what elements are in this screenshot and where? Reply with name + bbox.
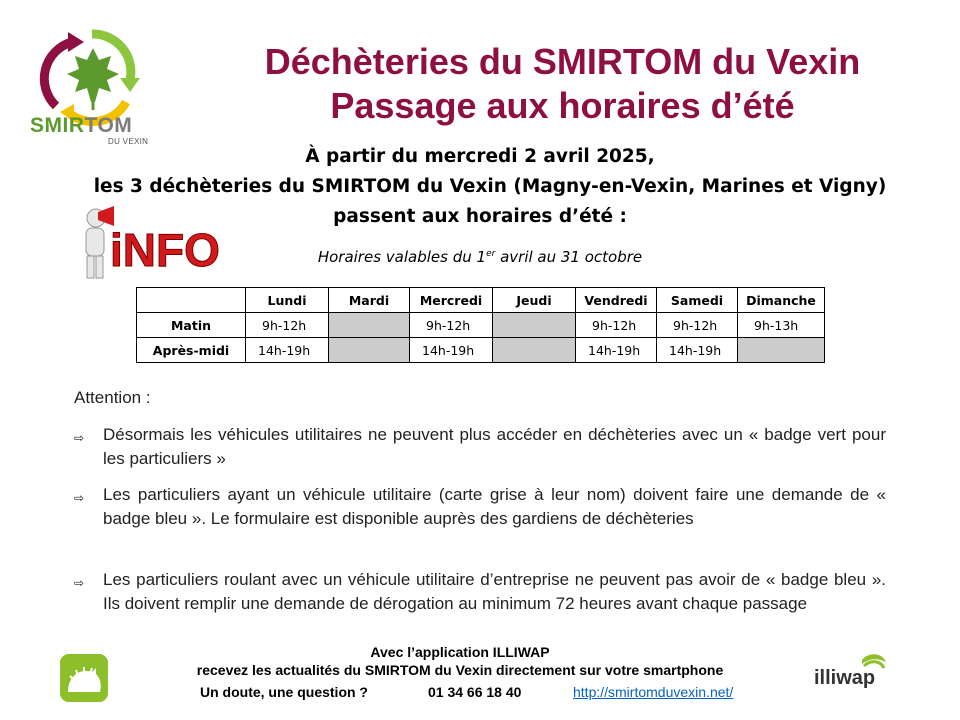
attention-item-text: Les particuliers roulant avec un véhicule utilitaire d’entreprise ne peuvent pas avoir de « badge bleu ». Ils doivent remplir une demande de dérogation au minimum 72 heures avant chaque passage (103, 570, 886, 613)
intro-line2: les 3 déchèteries du SMIRTOM du Vexin (Magny-en-Vexin, Marines et Vigny) (93, 176, 887, 197)
footer-app-line: Avec l’application ILLIWAP (370, 644, 550, 660)
arrow-right-icon: ⇨ (74, 576, 85, 590)
attention-item-text: Les particuliers ayant un véhicule utilitaire (carte grise à leur nom) doivent faire une demande de « badge bleu ». Le formulaire est disponible auprès des gardiens de déchèteries (103, 485, 886, 528)
illiwap-logo-text: illiwap (814, 667, 876, 689)
schedule-cell-closed (329, 338, 410, 363)
schedule-cell: 14h-19h (410, 338, 493, 363)
header-day: Dimanche (738, 288, 825, 313)
schedule-cell: 14h-19h (246, 338, 329, 363)
schedule-cell: 9h-12h (576, 313, 657, 338)
header-day: Mercredi (410, 288, 493, 313)
website-link[interactable]: http://smirtomduvexin.net/ (573, 684, 734, 700)
arrow-right-icon: ⇨ (74, 491, 85, 505)
page-title-line2: Passage aux horaires d’été (330, 85, 795, 126)
logo-subtitle: DU VEXIN (108, 137, 149, 146)
schedule-header-row (137, 288, 825, 313)
footer-news-line: recevez les actualités du SMIRTOM du Vexin directement sur votre smartphone (196, 662, 724, 678)
header-day: Samedi (657, 288, 738, 313)
validity-suffix: avril au 31 octobre (495, 248, 643, 266)
illiwap-app-icon (60, 654, 108, 702)
validity-period (260, 248, 700, 266)
logo-word-accent: TOM (84, 114, 133, 137)
contact-phone: 01 34 66 18 40 (428, 684, 522, 700)
schedule-cell: 9h-12h (410, 313, 493, 338)
logo-wordmark (30, 114, 132, 138)
validity-prefix: Horaires valables du 1 (317, 248, 487, 266)
illiwap-logo (812, 650, 890, 698)
schedule-table (136, 287, 825, 363)
logo-leaf (67, 48, 119, 102)
intro-line3: passent aux horaires d’été : (333, 206, 627, 227)
row-label: Matin (137, 313, 246, 338)
header-day: Mardi (329, 288, 410, 313)
schedule-cell: 14h-19h (576, 338, 657, 363)
schedule-cell-closed (493, 313, 576, 338)
header-day: Jeudi (493, 288, 576, 313)
contact-question: Un doute, une question ? (200, 684, 368, 700)
header-day: Lundi (246, 288, 329, 313)
logo-arrowhead-red (68, 32, 84, 52)
schedule-corner-cell (137, 288, 246, 313)
intro-line1: À partir du mercredi 2 avril 2025, (305, 146, 655, 167)
validity-sup: er (486, 249, 496, 259)
header-day: Vendredi (576, 288, 657, 313)
footer-contact (200, 684, 733, 700)
attention-item-text: Désormais les véhicules utilitaires ne peuvent plus accéder en déchèteries avec un « badge vert pour les particuliers » (103, 425, 886, 468)
info-graphic-label: iNFO (110, 224, 220, 276)
schedule-row-afternoon (137, 338, 825, 363)
schedule-row-morning (137, 313, 825, 338)
logo-word-main: SMIR (30, 114, 85, 137)
logo-arrowhead-green (120, 78, 140, 92)
arrow-right-icon: ⇨ (74, 431, 85, 445)
schedule-cell-closed (738, 338, 825, 363)
page-title-line1: Déchèteries du SMIRTOM du Vexin (264, 41, 861, 82)
info-megaphone-graphic (74, 204, 220, 282)
schedule-cell: 9h-12h (246, 313, 329, 338)
row-label: Après-midi (137, 338, 246, 363)
schedule-cell: 9h-12h (657, 313, 738, 338)
schedule-cell: 14h-19h (657, 338, 738, 363)
attention-heading: Attention : (74, 388, 151, 407)
schedule-cell-closed (329, 313, 410, 338)
schedule-cell-closed (493, 338, 576, 363)
schedule-cell: 9h-13h (738, 313, 825, 338)
